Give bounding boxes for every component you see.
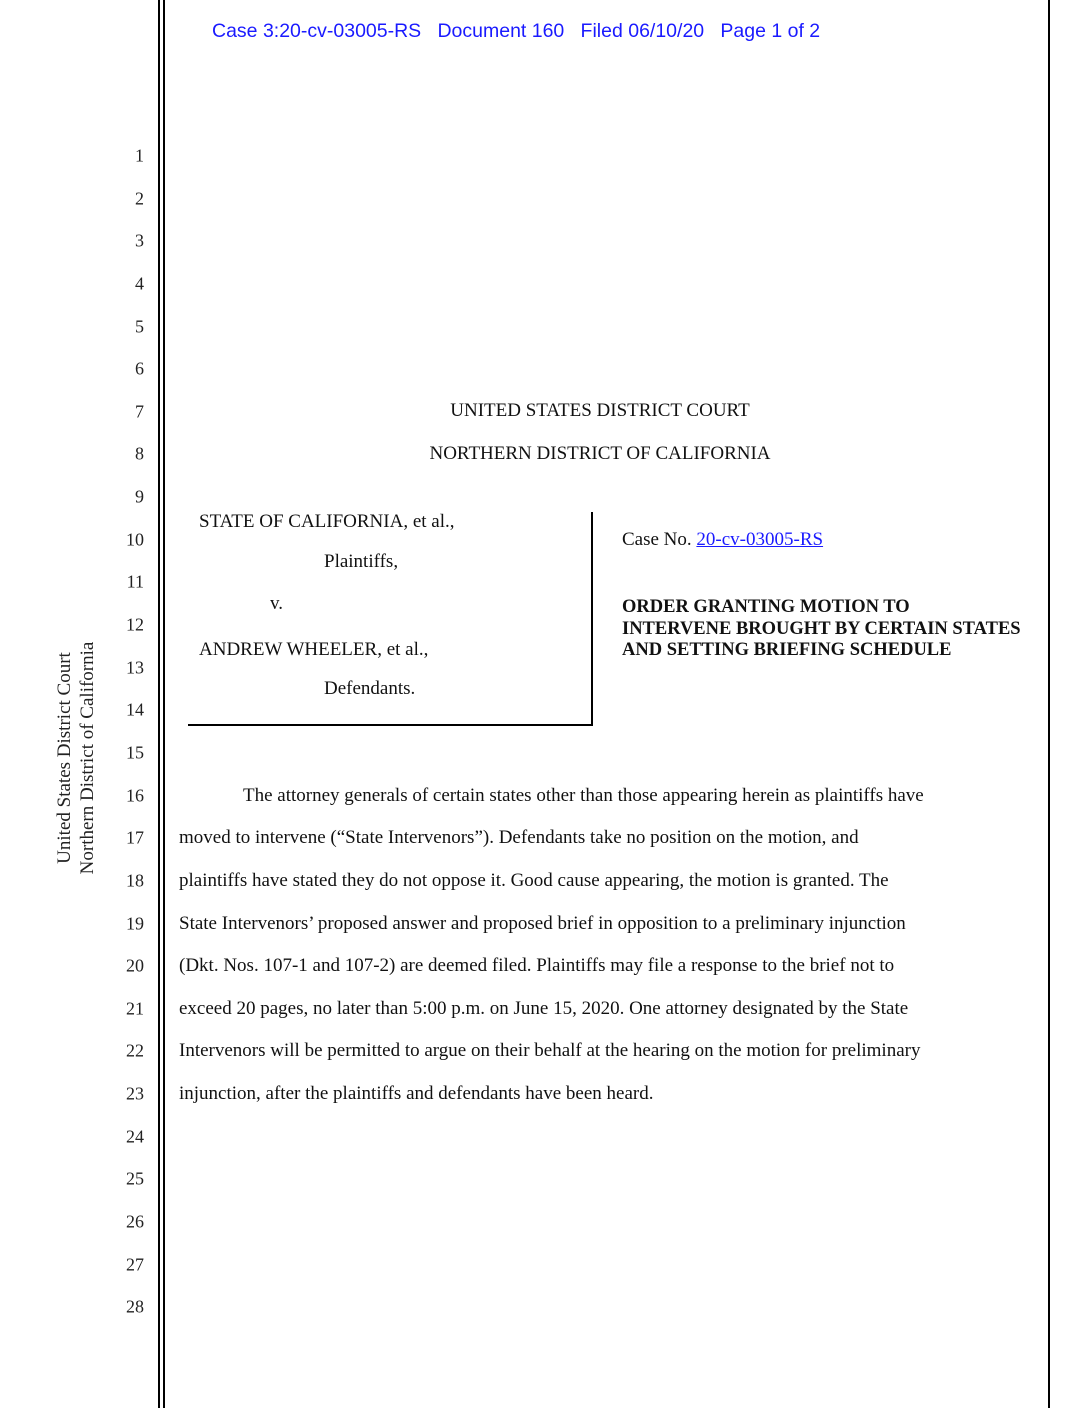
right-margin-rule: [1048, 0, 1050, 1408]
line-number: 4: [135, 273, 144, 294]
line-number: 19: [126, 913, 144, 934]
line-number: 20: [126, 955, 144, 976]
line-number: 21: [126, 998, 144, 1019]
line-number: 26: [126, 1211, 144, 1232]
line-number: 9: [135, 486, 144, 507]
caption-defendant: ANDREW WHEELER, et al.,: [199, 639, 429, 660]
line-number: 8: [135, 443, 144, 464]
line-number: 3: [135, 230, 144, 251]
line-number: 14: [126, 699, 144, 720]
line-number: 13: [126, 657, 144, 678]
line-number: 16: [126, 785, 144, 806]
caption-defendant-role: Defendants.: [324, 678, 416, 699]
line-number: 6: [135, 358, 144, 379]
line-number: 28: [126, 1296, 144, 1317]
body-line: The attorney generals of certain states other than those appearing herein as plaintiffs have: [243, 785, 924, 806]
line-number: 5: [135, 316, 144, 337]
body-line: exceed 20 pages, no later than 5:00 p.m. on June 15, 2020. One attorney designated by the State: [179, 998, 909, 1019]
caption-versus: v.: [270, 593, 284, 614]
header-document-number: Document 160: [437, 20, 565, 42]
side-margin-line-2: Northern District of California: [77, 641, 98, 875]
side-margin-court-label: [53, 642, 99, 875]
case-number-link[interactable]: 20-cv-03005-RS: [696, 529, 824, 550]
line-number: 11: [126, 571, 144, 592]
header-filed-date: Filed 06/10/20: [580, 20, 705, 42]
case-number: [622, 529, 823, 551]
caption-divider-horizontal: [188, 724, 593, 726]
header-case-number: Case 3:20-cv-03005-RS: [212, 20, 422, 42]
caption-plaintiff-role: Plaintiffs,: [324, 551, 399, 572]
line-number: 15: [126, 742, 144, 763]
line-number: 22: [126, 1040, 144, 1061]
line-number: 17: [126, 827, 144, 848]
line-number: 2: [135, 188, 144, 209]
left-margin-rule-outer: [158, 0, 160, 1408]
line-number: 18: [126, 870, 144, 891]
line-number: 25: [126, 1168, 144, 1189]
left-margin-rule-inner: [163, 0, 165, 1408]
body-line: moved to intervene (“State Intervenors”). Defendants take no position on the motion, and: [179, 827, 859, 848]
line-number: 23: [126, 1083, 144, 1104]
caption-divider-vertical: [591, 512, 593, 726]
filing-header: [212, 20, 820, 43]
line-number: 7: [135, 401, 144, 422]
line-number: 1: [135, 145, 144, 166]
body-line: plaintiffs have stated they do not oppose it. Good cause appearing, the motion is granted. The: [179, 870, 889, 891]
line-number: 27: [126, 1254, 144, 1275]
body-line: injunction, after the plaintiffs and defendants have been heard.: [179, 1083, 654, 1104]
side-margin-line-1: United States District Court: [54, 652, 75, 864]
order-title: ORDER GRANTING MOTION TO INTERVENE BROUGHT BY CERTAIN STATES AND SETTING BRIEFING SCHEDULE: [622, 597, 1021, 660]
caption-plaintiff: STATE OF CALIFORNIA, et al.,: [199, 511, 455, 532]
case-number-label: Case No.: [622, 529, 692, 550]
body-line: Intervenors will be permitted to argue on their behalf at the hearing on the motion for preliminary: [179, 1040, 921, 1061]
header-page-count: Page 1 of 2: [720, 20, 821, 42]
line-number: 24: [126, 1126, 144, 1147]
body-line: (Dkt. Nos. 107-1 and 107-2) are deemed filed. Plaintiffs may file a response to the brief not to: [179, 955, 895, 976]
line-number: 10: [126, 529, 144, 550]
court-district: NORTHERN DISTRICT OF CALIFORNIA: [429, 443, 771, 464]
body-line: State Intervenors’ proposed answer and proposed brief in opposition to a preliminary injunction: [179, 913, 906, 934]
line-number: 12: [126, 614, 144, 635]
court-name: UNITED STATES DISTRICT COURT: [450, 400, 750, 421]
